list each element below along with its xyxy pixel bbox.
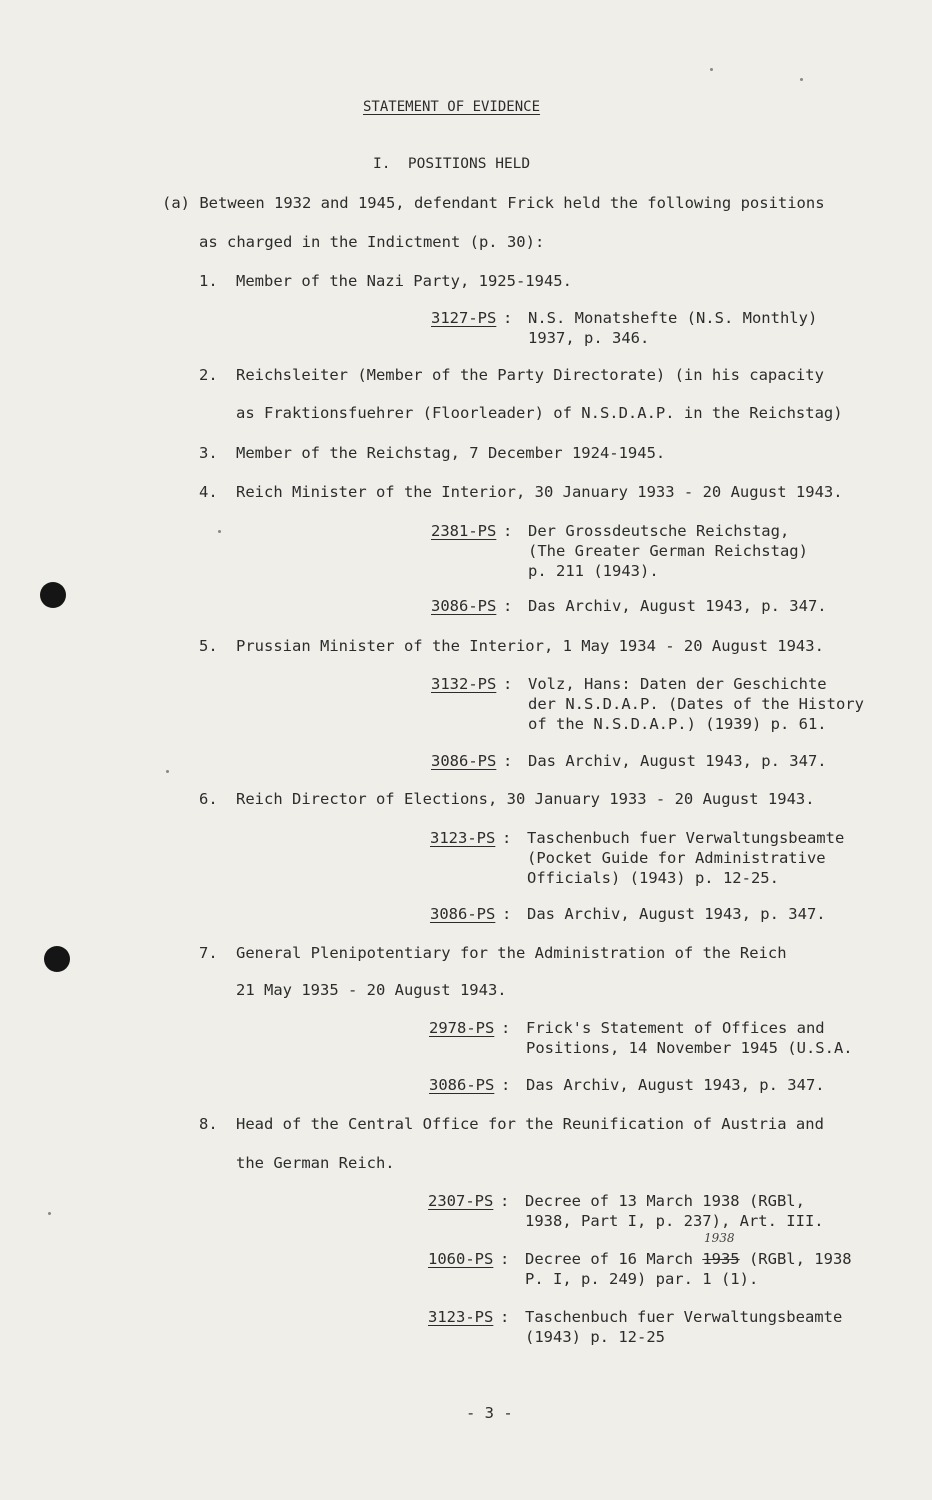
- document-code-link[interactable]: 3127-PS: [431, 309, 497, 327]
- reference-text: Der Grossdeutsche Reichstag, (The Greater German Reichstag) p. 211 (1943).: [528, 522, 808, 580]
- colon: :: [501, 1019, 511, 1037]
- colon: :: [503, 675, 513, 693]
- colon: :: [503, 522, 513, 540]
- document-code-link[interactable]: 3123-PS: [428, 1308, 494, 1326]
- page-number: - 3 -: [466, 1404, 513, 1422]
- reference-text: Taschenbuch fuer Verwaltungsbeamte (1943) p. 12-25: [525, 1308, 843, 1346]
- item-text: General Plenipotentiary for the Administration of the Reich: [236, 944, 787, 962]
- handwritten-correction: 1938: [704, 1231, 735, 1245]
- intro-line-1: (a) Between 1932 and 1945, defendant Frick held the following positions: [162, 194, 825, 212]
- reference-text: Volz, Hans: Daten der Geschichte der N.S.D.A.P. (Dates of the History of the N.S.D.A.P.) (1939) p. 61.: [528, 675, 864, 733]
- document-code-link[interactable]: 2978-PS: [429, 1019, 495, 1037]
- item-text: Reichsleiter (Member of the Party Directorate) (in his capacity: [236, 366, 824, 384]
- reference-text: Das Archiv, August 1943, p. 347.: [527, 905, 826, 923]
- document-code-link[interactable]: 3123-PS: [430, 829, 496, 847]
- colon: :: [500, 1250, 510, 1268]
- item-text-continued: as Fraktionsfuehrer (Floorleader) of N.S.D.A.P. in the Reichstag): [236, 404, 843, 422]
- item-text-continued: 21 May 1935 - 20 August 1943.: [236, 981, 507, 999]
- item-number: 1.: [199, 272, 218, 290]
- document-code-link[interactable]: 1060-PS: [428, 1250, 494, 1268]
- document-code-link[interactable]: 2381-PS: [431, 522, 497, 540]
- paper-speck: [48, 1212, 51, 1215]
- paper-speck: [710, 68, 713, 71]
- item-text-continued: the German Reich.: [236, 1154, 395, 1172]
- document-code-link[interactable]: 2307-PS: [428, 1192, 494, 1210]
- document-code-link[interactable]: 3086-PS: [431, 597, 497, 615]
- item-number: 2.: [199, 366, 218, 384]
- item-number: 7.: [199, 944, 218, 962]
- struck-year: 1935: [702, 1250, 740, 1268]
- document-code-link[interactable]: 3086-PS: [430, 905, 496, 923]
- item-text: Reich Minister of the Interior, 30 January 1933 - 20 August 1943.: [236, 483, 843, 501]
- intro-line-2: as charged in the Indictment (p. 30):: [199, 233, 545, 251]
- document-code-link[interactable]: 3086-PS: [431, 752, 497, 770]
- section-heading: I. POSITIONS HELD: [373, 156, 531, 172]
- item-text: Member of the Nazi Party, 1925-1945.: [236, 272, 572, 290]
- item-number: 4.: [199, 483, 218, 501]
- item-text: Head of the Central Office for the Reunification of Austria and: [236, 1115, 824, 1133]
- colon: :: [500, 1192, 510, 1210]
- item-text: Reich Director of Elections, 30 January 1933 - 20 August 1943.: [236, 790, 815, 808]
- reference-text-part: P. I, p. 249) par. 1 (1).: [525, 1270, 759, 1288]
- paper-speck: [800, 78, 803, 81]
- document-code-link[interactable]: 3132-PS: [431, 675, 497, 693]
- reference-text: Taschenbuch fuer Verwaltungsbeamte (Pocket Guide for Administrative Officials) (1943) p. 12-25.: [527, 829, 845, 887]
- paper-speck: [166, 770, 169, 773]
- reference-text: Decree of 13 March 1938 (RGBl, 1938, Part I, p. 237), Art. III.: [525, 1192, 824, 1230]
- reference-text: Das Archiv, August 1943, p. 347.: [528, 597, 827, 615]
- document-title: STATEMENT OF EVIDENCE: [363, 99, 541, 115]
- reference-text-part: (RGBl, 1938: [739, 1250, 852, 1268]
- item-text: Member of the Reichstag, 7 December 1924-1945.: [236, 444, 666, 462]
- colon: :: [500, 1308, 510, 1326]
- paper-speck: [218, 530, 221, 533]
- item-number: 8.: [199, 1115, 218, 1133]
- reference-text-part: Decree of 16 March: [525, 1250, 703, 1268]
- reference-text: Das Archiv, August 1943, p. 347.: [526, 1076, 825, 1094]
- colon: :: [503, 597, 513, 615]
- punch-hole-lower: [44, 946, 70, 972]
- reference-text: Frick's Statement of Offices and Positions, 14 November 1945 (U.S.A.: [526, 1019, 853, 1057]
- colon: :: [501, 1076, 511, 1094]
- punch-hole-upper: [40, 582, 66, 608]
- reference-text: [525, 1249, 885, 1289]
- colon: :: [502, 905, 512, 923]
- item-number: 5.: [199, 637, 218, 655]
- colon: :: [503, 752, 513, 770]
- reference-text: N.S. Monatshefte (N.S. Monthly) 1937, p. 346.: [528, 309, 818, 347]
- item-text: Prussian Minister of the Interior, 1 May 1934 - 20 August 1943.: [236, 637, 824, 655]
- colon: :: [502, 829, 512, 847]
- document-code-link[interactable]: 3086-PS: [429, 1076, 495, 1094]
- reference-text: Das Archiv, August 1943, p. 347.: [528, 752, 827, 770]
- item-number: 6.: [199, 790, 218, 808]
- item-number: 3.: [199, 444, 218, 462]
- colon: :: [503, 309, 513, 327]
